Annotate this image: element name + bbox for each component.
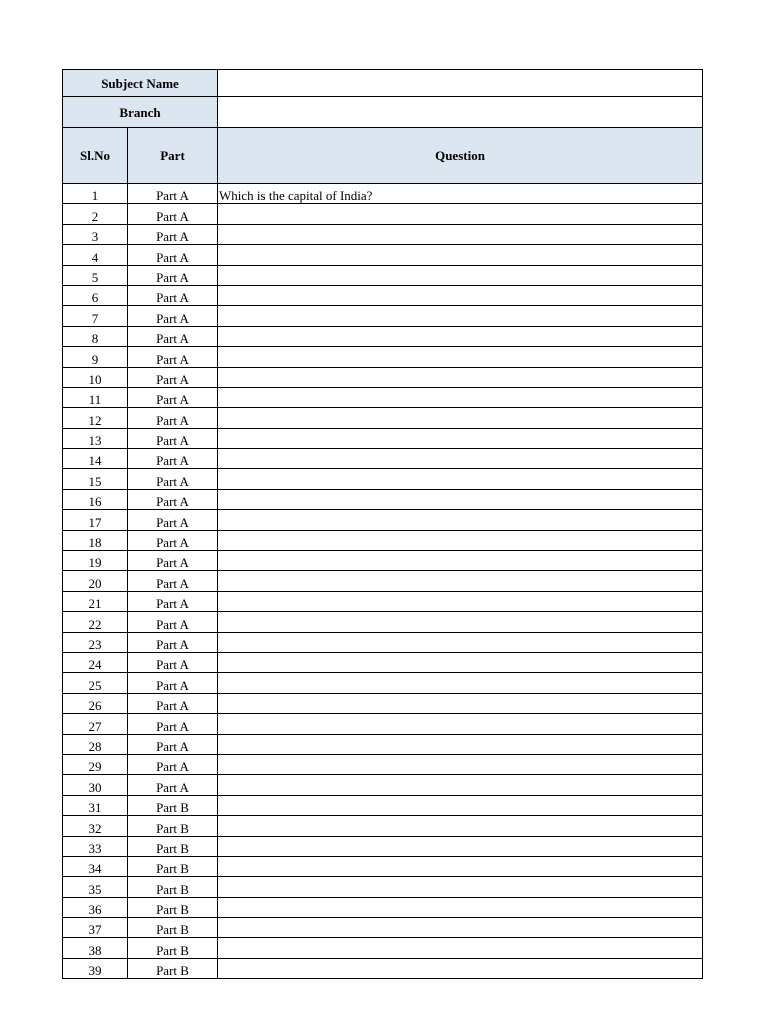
question-cell[interactable] bbox=[218, 836, 703, 856]
table-row bbox=[63, 897, 703, 917]
slno-cell: 25 bbox=[63, 673, 128, 693]
question-table bbox=[62, 69, 703, 979]
table-row bbox=[63, 347, 703, 367]
question-cell[interactable] bbox=[218, 734, 703, 754]
part-cell: Part A bbox=[128, 489, 218, 509]
question-cell[interactable] bbox=[218, 714, 703, 734]
part-cell: Part A bbox=[128, 510, 218, 530]
slno-cell: 18 bbox=[63, 530, 128, 550]
slno-cell: 5 bbox=[63, 265, 128, 285]
branch-label: Branch bbox=[63, 97, 218, 128]
slno-cell: 4 bbox=[63, 245, 128, 265]
slno-cell: 30 bbox=[63, 775, 128, 795]
table-row bbox=[63, 449, 703, 469]
part-cell: Part A bbox=[128, 224, 218, 244]
question-cell[interactable] bbox=[218, 856, 703, 876]
part-cell: Part A bbox=[128, 265, 218, 285]
part-cell: Part A bbox=[128, 428, 218, 448]
part-cell: Part A bbox=[128, 754, 218, 774]
part-cell: Part A bbox=[128, 673, 218, 693]
part-header: Part bbox=[128, 128, 218, 184]
question-cell[interactable] bbox=[218, 265, 703, 285]
slno-cell: 28 bbox=[63, 734, 128, 754]
question-header: Question bbox=[218, 128, 703, 184]
table-row bbox=[63, 285, 703, 305]
question-cell[interactable] bbox=[218, 387, 703, 407]
branch-cell[interactable] bbox=[218, 97, 703, 128]
part-cell: Part A bbox=[128, 693, 218, 713]
question-cell[interactable] bbox=[218, 551, 703, 571]
question-cell[interactable] bbox=[218, 673, 703, 693]
question-cell[interactable] bbox=[218, 571, 703, 591]
slno-cell: 29 bbox=[63, 754, 128, 774]
question-cell[interactable] bbox=[218, 754, 703, 774]
question-cell[interactable] bbox=[218, 897, 703, 917]
question-cell[interactable] bbox=[218, 612, 703, 632]
slno-cell: 24 bbox=[63, 652, 128, 672]
slno-cell: 19 bbox=[63, 551, 128, 571]
question-cell[interactable]: Which is the capital of India? bbox=[218, 184, 703, 204]
table-row bbox=[63, 856, 703, 876]
question-cell[interactable] bbox=[218, 693, 703, 713]
part-cell: Part A bbox=[128, 347, 218, 367]
part-cell: Part A bbox=[128, 408, 218, 428]
slno-cell: 10 bbox=[63, 367, 128, 387]
slno-cell: 27 bbox=[63, 714, 128, 734]
slno-cell: 33 bbox=[63, 836, 128, 856]
part-cell: Part A bbox=[128, 632, 218, 652]
part-cell: Part A bbox=[128, 285, 218, 305]
column-header-row bbox=[63, 128, 703, 184]
question-cell[interactable] bbox=[218, 408, 703, 428]
slno-cell: 34 bbox=[63, 856, 128, 876]
table-row bbox=[63, 734, 703, 754]
table-row bbox=[63, 795, 703, 815]
question-cell[interactable] bbox=[218, 347, 703, 367]
table-row bbox=[63, 326, 703, 346]
part-cell: Part B bbox=[128, 897, 218, 917]
part-cell: Part B bbox=[128, 877, 218, 897]
slno-cell: 36 bbox=[63, 897, 128, 917]
table-row bbox=[63, 652, 703, 672]
slno-cell: 3 bbox=[63, 224, 128, 244]
table-row bbox=[63, 693, 703, 713]
question-cell[interactable] bbox=[218, 958, 703, 978]
part-cell: Part A bbox=[128, 775, 218, 795]
slno-cell: 1 bbox=[63, 184, 128, 204]
table-row bbox=[63, 265, 703, 285]
question-sheet bbox=[62, 69, 702, 979]
slno-cell: 6 bbox=[63, 285, 128, 305]
table-row bbox=[63, 591, 703, 611]
question-cell[interactable] bbox=[218, 510, 703, 530]
part-cell: Part A bbox=[128, 387, 218, 407]
part-cell: Part A bbox=[128, 714, 218, 734]
slno-cell: 31 bbox=[63, 795, 128, 815]
question-cell[interactable] bbox=[218, 877, 703, 897]
slno-cell: 11 bbox=[63, 387, 128, 407]
part-cell: Part A bbox=[128, 204, 218, 224]
subject-row bbox=[63, 70, 703, 97]
question-cell[interactable] bbox=[218, 938, 703, 958]
part-cell: Part A bbox=[128, 652, 218, 672]
slno-cell: 12 bbox=[63, 408, 128, 428]
table-row bbox=[63, 836, 703, 856]
table-row bbox=[63, 224, 703, 244]
table-row bbox=[63, 387, 703, 407]
slno-cell: 14 bbox=[63, 449, 128, 469]
table-row bbox=[63, 510, 703, 530]
question-cell[interactable] bbox=[218, 449, 703, 469]
part-cell: Part B bbox=[128, 938, 218, 958]
question-cell[interactable] bbox=[218, 816, 703, 836]
part-cell: Part A bbox=[128, 571, 218, 591]
slno-header: Sl.No bbox=[63, 128, 128, 184]
part-cell: Part B bbox=[128, 795, 218, 815]
table-row bbox=[63, 632, 703, 652]
part-cell: Part A bbox=[128, 367, 218, 387]
table-row bbox=[63, 551, 703, 571]
part-cell: Part A bbox=[128, 184, 218, 204]
slno-cell: 9 bbox=[63, 347, 128, 367]
subject-name-label: Subject Name bbox=[63, 70, 218, 97]
table-row bbox=[63, 204, 703, 224]
part-cell: Part A bbox=[128, 530, 218, 550]
table-row bbox=[63, 816, 703, 836]
slno-cell: 21 bbox=[63, 591, 128, 611]
question-cell[interactable] bbox=[218, 530, 703, 550]
part-cell: Part B bbox=[128, 918, 218, 938]
table-row bbox=[63, 754, 703, 774]
slno-cell: 7 bbox=[63, 306, 128, 326]
slno-cell: 37 bbox=[63, 918, 128, 938]
question-cell[interactable] bbox=[218, 795, 703, 815]
question-cell[interactable] bbox=[218, 285, 703, 305]
table-row bbox=[63, 673, 703, 693]
table-row bbox=[63, 775, 703, 795]
table-row bbox=[63, 245, 703, 265]
branch-row bbox=[63, 97, 703, 128]
part-cell: Part A bbox=[128, 326, 218, 346]
slno-cell: 22 bbox=[63, 612, 128, 632]
slno-cell: 20 bbox=[63, 571, 128, 591]
slno-cell: 38 bbox=[63, 938, 128, 958]
slno-cell: 26 bbox=[63, 693, 128, 713]
question-cell[interactable] bbox=[218, 428, 703, 448]
slno-cell: 35 bbox=[63, 877, 128, 897]
question-cell[interactable] bbox=[218, 306, 703, 326]
table-row bbox=[63, 612, 703, 632]
part-cell: Part A bbox=[128, 612, 218, 632]
subject-name-cell[interactable] bbox=[218, 70, 703, 97]
table-row bbox=[63, 877, 703, 897]
table-row bbox=[63, 306, 703, 326]
part-cell: Part A bbox=[128, 449, 218, 469]
slno-cell: 32 bbox=[63, 816, 128, 836]
part-cell: Part A bbox=[128, 551, 218, 571]
table-row bbox=[63, 571, 703, 591]
table-row bbox=[63, 958, 703, 978]
part-cell: Part B bbox=[128, 816, 218, 836]
question-cell[interactable] bbox=[218, 224, 703, 244]
slno-cell: 8 bbox=[63, 326, 128, 346]
table-row bbox=[63, 367, 703, 387]
table-row bbox=[63, 428, 703, 448]
part-cell: Part A bbox=[128, 469, 218, 489]
part-cell: Part B bbox=[128, 836, 218, 856]
question-cell[interactable] bbox=[218, 632, 703, 652]
question-cell[interactable] bbox=[218, 775, 703, 795]
part-cell: Part A bbox=[128, 306, 218, 326]
slno-cell: 39 bbox=[63, 958, 128, 978]
slno-cell: 17 bbox=[63, 510, 128, 530]
table-row bbox=[63, 489, 703, 509]
question-cell[interactable] bbox=[218, 367, 703, 387]
question-cell[interactable] bbox=[218, 918, 703, 938]
question-cell[interactable] bbox=[218, 591, 703, 611]
part-cell: Part A bbox=[128, 734, 218, 754]
question-cell[interactable] bbox=[218, 469, 703, 489]
slno-cell: 23 bbox=[63, 632, 128, 652]
slno-cell: 15 bbox=[63, 469, 128, 489]
table-row bbox=[63, 714, 703, 734]
question-cell[interactable] bbox=[218, 204, 703, 224]
slno-cell: 13 bbox=[63, 428, 128, 448]
question-cell[interactable] bbox=[218, 326, 703, 346]
table-row bbox=[63, 469, 703, 489]
table-row bbox=[63, 918, 703, 938]
question-cell[interactable] bbox=[218, 489, 703, 509]
part-cell: Part B bbox=[128, 958, 218, 978]
table-row bbox=[63, 184, 703, 204]
part-cell: Part A bbox=[128, 245, 218, 265]
part-cell: Part A bbox=[128, 591, 218, 611]
slno-cell: 16 bbox=[63, 489, 128, 509]
slno-cell: 2 bbox=[63, 204, 128, 224]
question-cell[interactable] bbox=[218, 652, 703, 672]
table-row bbox=[63, 408, 703, 428]
table-row bbox=[63, 938, 703, 958]
part-cell: Part B bbox=[128, 856, 218, 876]
table-row bbox=[63, 530, 703, 550]
question-cell[interactable] bbox=[218, 245, 703, 265]
